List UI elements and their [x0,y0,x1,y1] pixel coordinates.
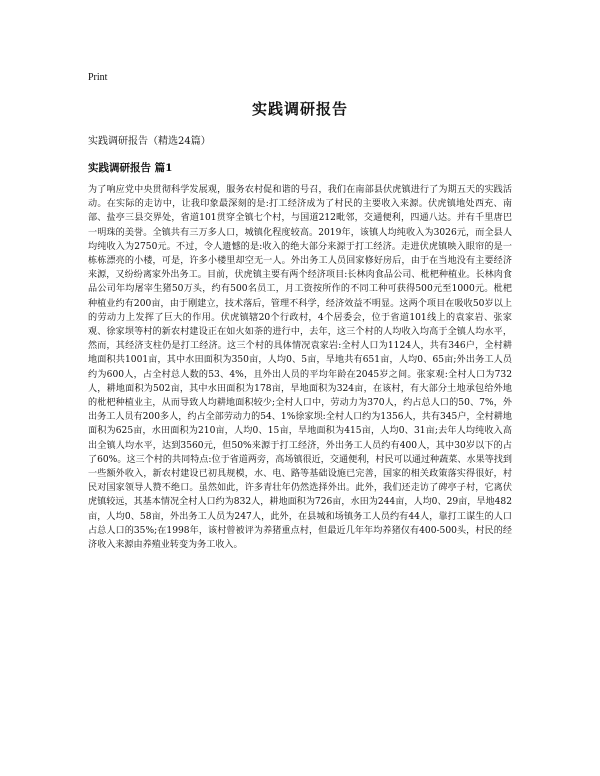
page-title: 实践调研报告 [251,100,348,118]
body-paragraph: 为了响应党中央贯彻科学发展观，服务农村促和谐的号召，我们在南部县伏虎镇进行了为期五天的实践活动。在实际的走访中，让我印象最深刻的是:打工经济成为了村民的主要收入来源。伏虎镇地处西充、南部、盐亭三县交界处，省道101贯穿全镇七个村，与国道212毗邻，交通便利，四通八达。并有千里唐巴一明珠的美誉。全镇共有三万多人口，城镇化程度较高。2019年，该镇人均纯收入为3026元，而全县人均纯收入为2750元。不过，令人遗憾的是:收入的绝大部分来源于打工经济。走进伏虎镇映入眼帘的是一栋栋漂亮的小楼，可是，许多小楼里却空无一人。外出务工人员回家修好房后，由于在当地没有主要经济来源，又纷纷离家外出务工。目前，伏虎镇主要有两个经济项目:长林肉食品公司、枇杷种植业。长林肉食品公司年均屠宰生猪50万头，约有500名员工，月工资按所作的不同工种可获得500元至1000元。枇杷种植业约有200亩，由于刚建立，技术落后，管理不科学，经济效益不明显。这两个项目在吸收50岁以上的劳动力上发挥了巨大的作用。伏虎镇辖20个行政村，4个居委会，位于省道101线上的袁家岩、张家观、徐家坝等村的新农村建设正在如火如荼的进行中，去年，这三个村的人均收入均高于全镇人均水平，然而，其经济支柱仍是打工经济。这三个村的具体情况袁家岩:全村人口为1124人，共有346户，全村耕地面积共1001亩，其中水田面积为350亩，人均0、5亩，旱地共有651亩，人均0、65亩;外出务工人员约为600人，占全村总人数的53、4%，且外出人员的平均年龄在2045岁之间。张家观:全村人口为732人，耕地面积为502亩，其中水田面积为178亩，旱地面积为324亩，在该村，有大部分土地承包给外地的枇杷种植业主，从而导致人均耕地面积较少;全村人口中，劳动力为370人，约占总人口的50、7%，外出务工人员有200多人，约占全部劳动力的54、1%徐家坝:全村人口约为1356人，共有345户，全村耕地面积为625亩，水田面积为210亩，人均0、15亩，旱地面积为415亩，人均0、31亩;去年人均纯收入高出全镇人均水平，达到3560元，但50%来源于打工经济，外出务工人员约有400人，其中30岁以下的占了60%。这三个村的共同特点:位于省道两旁，高场镇很近，交通便利，村民可以通过种蔬菜、水果等找到一些额外收入，新农村建设已初具规模，水、电、路等基础设施已完善，国家的相关政策落实得很好，村民对国家领导人赞不绝口。虽然如此，许多青壮年仍然选择外出。此外，我们还走访了碑亭子村，它离伏虎镇较远，其基本情况全村人口约为832人，耕地面积为726亩，水田为244亩，人均0、29亩，旱地482亩，人均0、58亩，外出务工人员为247人，此外，在县城和场镇务工人员约有44人，靠打工谋生的人口占总人口的35%;在1998年，该村曾被评为养猪重点村，但最近几年年均养猪仅有400-500头，村民的经济收入来源由养殖业转变为务工收入。 [88,185,512,551]
section-heading: 实践调研报告 篇1 [88,162,173,174]
print-label: Print [88,72,108,83]
document-subtitle: 实践调研报告（精选24篇） [88,136,211,147]
